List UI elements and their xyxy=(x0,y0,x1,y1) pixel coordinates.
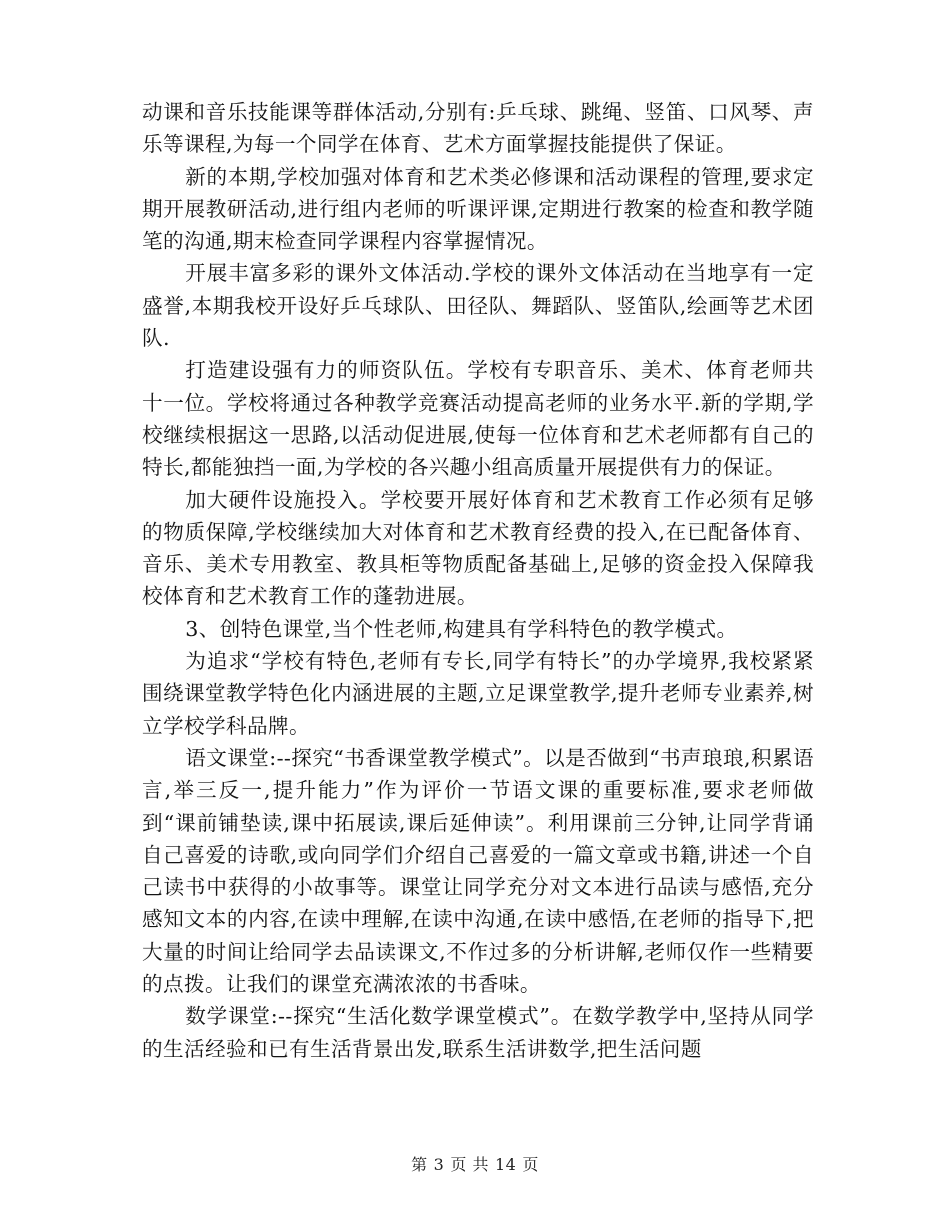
page-label-mid: 页 共 xyxy=(450,1155,489,1174)
paragraph: 加大硬件设施投入。学校要开展好体育和艺术教育工作必须有足够的物质保障,学校继续加大对体育和艺术教育经费的投入,在已配备体育、音乐、美术专用教室、教具柜等物质配备基础上,足够的资金投入保障我校体育和艺术教育工作的蓬勃进展。 xyxy=(142,487,814,609)
paragraph: 新的本期,学校加强对体育和艺术类必修课和活动课程的管理,要求定期开展教研活动,进行组内老师的听课评课,定期进行教案的检查和教学随笔的沟通,期末检查同学课程内容掌握情况。 xyxy=(142,164,814,254)
paragraph: 为追求“学校有特色,老师有专长,同学有特长”的办学境界,我校紧紧围绕课堂教学特色化内涵进展的主题,立足课堂教学,提升老师专业素养,树立学校学科品牌。 xyxy=(142,649,814,738)
page-label-prefix: 第 xyxy=(411,1155,428,1174)
paragraph: 3、创特色课堂,当个性老师,构建具有学科特色的教学模式。 xyxy=(185,616,738,641)
document-body xyxy=(142,96,814,1065)
paragraph: 打造建设强有力的师资队伍。学校有专职音乐、美术、体育老师共十一位。学校将通过各种教学竞赛活动提高老师的业务水平.新的学期,学校继续根据这一思路,以活动促进展,使每一位体育和艺术老师都有自己的特长,都能独挡一面,为学校的各兴趣小组高质量开展提供有力的保证。 xyxy=(142,358,814,480)
paragraph: 动课和音乐技能课等群体活动,分别有:乒乓球、跳绳、竖笛、口风琴、声乐等课程,为每一个同学在体育、艺术方面掌握技能提供了保证。 xyxy=(142,100,814,157)
paragraph: 开展丰富多彩的课外文体活动.学校的课外文体活动在当地享有一定盛誉,本期我校开设好乒乓球队、田径队、舞蹈队、竖笛队,绘画等艺术团队. xyxy=(142,261,814,351)
total-pages-number: 14 xyxy=(494,1155,517,1174)
page-footer xyxy=(0,1152,950,1175)
paragraph: 语文课堂:--探究“书香课堂教学模式”。以是否做到“书声琅琅,积累语言,举三反一,提升能力”作为评价一节语文课的重要标准,要求老师做到“课前铺垫读,课中拓展读,课后延伸读”。利用课前三分钟,让同学背诵自己喜爱的诗歌,或向同学们介绍自己喜爱的一篇文章或书籍,讲述一个自己读书中获得的小故事等。课堂让同学充分对文本进行品读与感悟,充分感知文本的内容,在读中理解,在读中沟通,在读中感悟,在老师的指导下,把大量的时间让给同学去品读课文,不作过多的分析讲解,老师仅作一些精要的点拨。让我们的课堂充满浓浓的书香味。 xyxy=(142,745,814,997)
paragraph: 数学课堂:--探究“生活化数学课堂模式”。在数学教学中,坚持从同学的生活经验和已有生活背景出发,联系生活讲数学,把生活问题 xyxy=(142,1004,814,1061)
page-label-suffix: 页 xyxy=(522,1155,539,1174)
current-page-number: 3 xyxy=(433,1155,445,1174)
